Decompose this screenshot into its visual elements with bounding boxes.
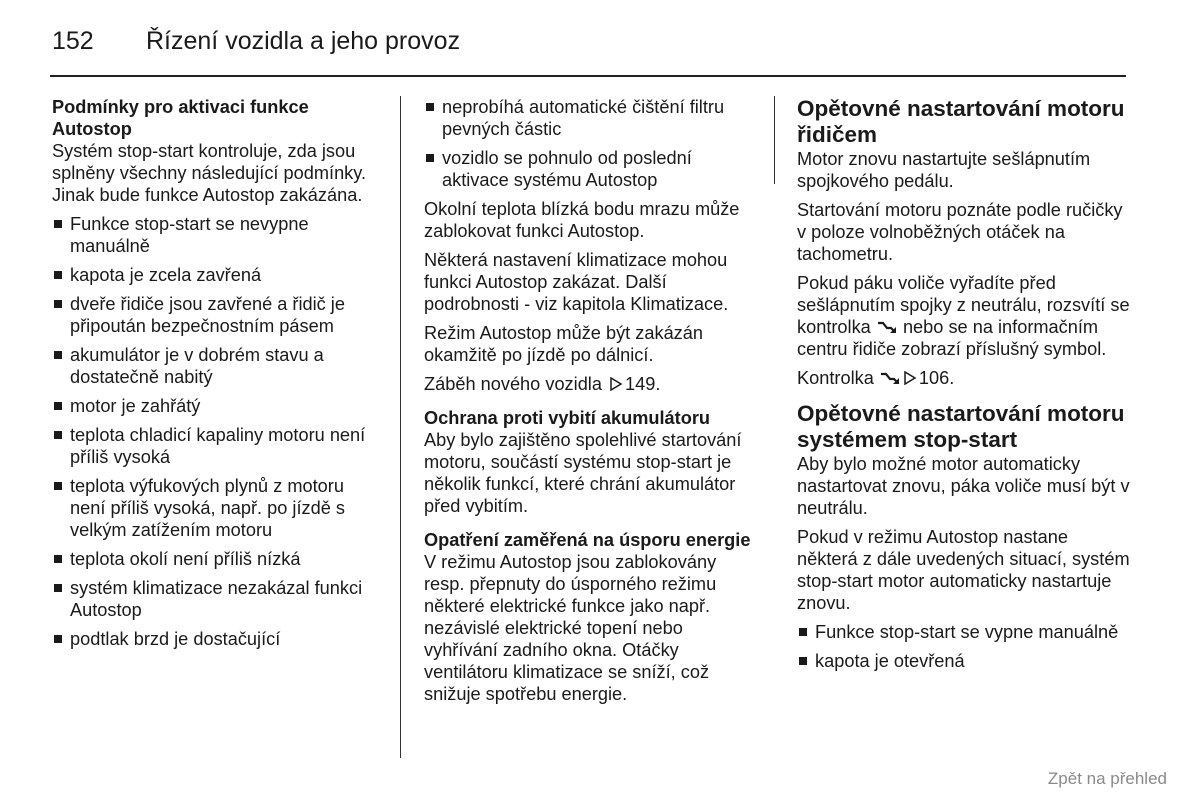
column-2 xyxy=(424,96,760,712)
page-number: 152 xyxy=(52,27,94,55)
bullet-icon xyxy=(799,657,807,665)
bullet-icon xyxy=(799,628,807,636)
paragraph-break-in-reference: Záběh nového vozidla 149. xyxy=(424,374,661,394)
back-to-overview-link[interactable]: Zpět na přehled xyxy=(1047,769,1167,788)
paragraph: Pokud v režimu Autostop nastane některá z dále uvedených situací, systém stop-start motor automaticky nastartuje znovu. xyxy=(797,527,1130,613)
bullet-icon xyxy=(54,271,62,279)
column-divider-left xyxy=(400,96,401,758)
bullet-icon xyxy=(54,555,62,563)
paragraph: Okolní teplota blízká bodu mrazu může zablokovat funkci Autostop. xyxy=(424,199,740,241)
page-reference-arrow-icon xyxy=(609,377,623,391)
list-item: motor je zahřátý xyxy=(52,395,384,417)
column-divider-right xyxy=(774,96,775,184)
bullet-icon xyxy=(54,431,62,439)
list-item: teplota chladicí kapaliny motoru není příliš vysoká xyxy=(52,424,384,468)
paragraph: Motor znovu nastartujte sešlápnutím spojkového pedálu. xyxy=(797,149,1091,191)
section-heading-energy-saving: Opatření zaměřená na úsporu energie xyxy=(424,530,751,550)
column-1 xyxy=(52,96,384,657)
bullet-icon xyxy=(426,154,434,162)
section-heading-system-restart: Opětovné nastartování motoru systémem stop-start xyxy=(797,401,1125,452)
paragraph: Systém stop-start kontroluje, zda jsou splněny všechny následující podmínky. Jinak bude funkce Autostop zakázána. xyxy=(52,141,367,205)
paragraph-indicator: Pokud páku voliče vyřadíte před sešlápnutím spojky z neutrálu, rozsvítí se kontrolka nebo se na informačním centru řidiče zobrazí příslušný symbol. xyxy=(797,273,1130,359)
section-heading-battery-protection: Ochrana proti vybití akumulátoru xyxy=(424,408,711,428)
paragraph: Režim Autostop může být zakázán okamžitě po jízdě po dálnicí. xyxy=(424,323,704,365)
list-item: systém klimatizace nezakázal funkci Autostop xyxy=(52,577,384,621)
bullet-icon xyxy=(54,482,62,490)
page-reference-link[interactable]: 106. xyxy=(918,368,955,388)
list-item: teplota výfukových plynů z motoru není příliš vysoká, např. po jízdě s velkým zatížením motoru xyxy=(52,475,384,541)
header-rule xyxy=(50,75,1126,77)
page-reference-link[interactable]: 149. xyxy=(625,374,661,394)
paragraph-indicator-reference: Kontrolka 106. xyxy=(797,368,955,388)
bullet-icon xyxy=(54,351,62,359)
paragraph: Aby bylo možné motor automaticky nastartovat znovu, páka voliče musí být v neutrálu. xyxy=(797,454,1130,518)
bullet-icon xyxy=(54,584,62,592)
restart-conditions-list xyxy=(797,621,1133,672)
conditions-list-continued xyxy=(424,96,760,191)
conditions-list xyxy=(52,213,384,650)
list-item: Funkce stop-start se nevypne manuálně xyxy=(52,213,384,257)
paragraph: Startování motoru poznáte podle ručičky v poloze volnoběžných otáček na tachometru. xyxy=(797,200,1123,264)
bullet-icon xyxy=(54,635,62,643)
list-item: Funkce stop-start se vypne manuálně xyxy=(797,621,1133,643)
list-item: neprobíhá automatické čištění filtru pevných částic xyxy=(424,96,760,140)
list-item: akumulátor je v dobrém stavu a dostatečně nabitý xyxy=(52,344,384,388)
paragraph: V režimu Autostop jsou zablokovány resp. přepnuty do úsporného režimu některé elektrické funkce jako např. nezávislé elektrické topení nebo vyhřívání zadního okna. Otáčky ventilátoru klimatizace se sníží, což snižuje spotřebu energie. xyxy=(424,552,717,704)
list-item: kapota je otevřená xyxy=(797,650,1133,672)
bullet-icon xyxy=(54,300,62,308)
paragraph: Aby bylo zajištěno spolehlivé startování motoru, součástí systému stop-start je několik funkcí, které chrání akumulátor před vybitím. xyxy=(424,430,742,516)
column-3 xyxy=(797,96,1133,679)
list-item: podtlak brzd je dostačující xyxy=(52,628,384,650)
bullet-icon xyxy=(54,402,62,410)
autostop-indicator-icon xyxy=(880,371,900,385)
paragraph: Některá nastavení klimatizace mohou funkci Autostop zakázat. Další podrobnosti - viz kapitola Klimatizace. xyxy=(424,250,729,314)
list-item: vozidlo se pohnulo od poslední aktivace systému Autostop xyxy=(424,147,760,191)
section-heading-driver-restart: Opětovné nastartování motoru řidičem xyxy=(797,96,1125,147)
section-heading-autostop-conditions: Podmínky pro aktivaci funkce Autostop xyxy=(52,97,309,139)
chapter-title: Řízení vozidla a jeho provoz xyxy=(146,27,461,55)
list-item: dveře řidiče jsou zavřené a řidič je připoután bezpečnostním pásem xyxy=(52,293,384,337)
list-item: kapota je zcela zavřená xyxy=(52,264,384,286)
list-item: teplota okolí není příliš nízká xyxy=(52,548,384,570)
bullet-icon xyxy=(426,103,434,111)
bullet-icon xyxy=(54,220,62,228)
autostop-indicator-icon xyxy=(877,320,897,334)
page-reference-arrow-icon xyxy=(903,371,917,385)
